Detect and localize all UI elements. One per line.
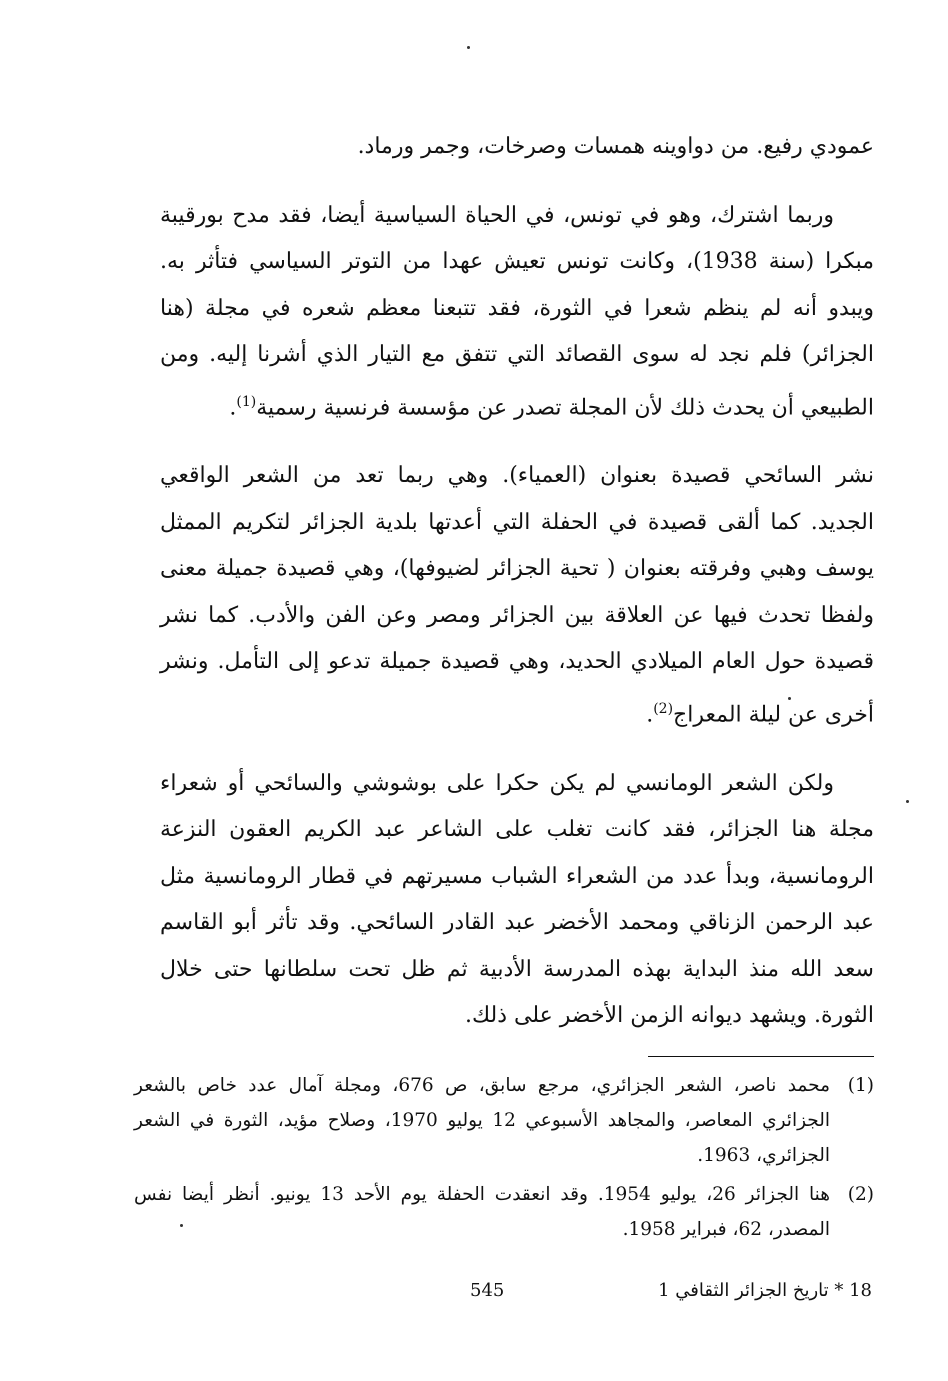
paragraph-1-text: وربما اشترك، وهو في تونس، في الحياة السياسية أيضا، فقد مدح بورقيبة مبكرا (سنة 1938)، وكانت تونس تعيش عهدا من التوتر السياسي فتأثر به. ويبدو أنه لم ينظم شعرا في الثورة، فقد تتبعنا معظم شعره في مجلة (هنا الجزائر) فلم نجد له سوى القصائد التي تتفق مع التيار الذي أشرنا إليه. ومن الطبيعي أن يحدث ذلك لأن المجلة تصدر عن مؤسسة فرنسية رسمية [160,202,874,420]
scan-speck [788,697,791,700]
footnote-2 [134,1177,874,1247]
scan-speck [467,46,470,49]
paragraph-2-end: . [646,702,654,728]
scan-speck [180,1224,183,1227]
page-number: 545 [470,1280,505,1301]
scan-speck [906,800,909,803]
paragraph-continuation: عمودي رفيع. من دواوينه همسات وصرخات، وجمر ورماد. [357,134,874,159]
footnote-1-number: (1) [847,1075,874,1096]
paragraph-2 [160,453,874,738]
page-footer [0,1280,948,1314]
footnote-1 [134,1068,874,1173]
footnote-2-text: هنا الجزائر 26، يوليو 1954. وقد انعقدت الحفلة يوم الأحد 13 يونيو. أنظر أيضا نفس المصدر، 62، فبراير 1958. [134,1184,831,1240]
running-title: 18 * تاريخ الجزائر الثقافي 1 [658,1280,872,1301]
footnote-separator [648,1056,874,1057]
paragraph-1 [160,193,874,432]
body-text [160,124,874,1040]
paragraph-3: ولكن الشعر الومانسي لم يكن حكرا على بوشوشي والسائحي أو شعراء مجلة هنا الجزائر، فقد كانت تغلب على الشاعر عبد الكريم العقون النزعة الرومانسية، وبدأ عدد من الشعراء الشباب مسيرتهم في قطار الرومانسية مثل عبد الرحمن الزناقي ومحمد الأخضر عبد القادر السائحي. وقد تأثر أبو القاسم سعد الله منذ البداية بهذه المدرسة الأدبية ثم ظل تحت سلطانها حتى خلال الثورة. ويشهد ديوانه الزمن الأخضر على ذلك. [160,770,874,1029]
paragraph-1-end: . [229,394,237,420]
footnote-2-number: (2) [847,1184,874,1205]
footnotes [134,1068,874,1251]
footnote-ref-2: (2) [653,700,674,717]
footnote-1-text: محمد ناصر، الشعر الجزائري، مرجع سابق، ص 676، ومجلة آمال عدد خاص بالشعر الجزائري المعاصر، والمجاهد الأسبوعي 12 يوليو 1970، وصلاح مؤيد، الثورة في الشعر الجزائري، 1963. [134,1075,831,1166]
footnote-ref-1: (1) [236,393,257,410]
paragraph-2-text: نشر السائحي قصيدة بعنوان (العمياء). وهي ربما تعد من الشعر الواقعي الجديد. كما ألقى قصيدة في الحفلة التي أعدتها بلدية الجزائر لتكريم الممثل يوسف وهبي وفرقته بعنوان ( تحية الجزائر لضيوفها)، وهي قصيدة جميلة معنى ولفظا تحدث فيها عن العلاقة بين الجزائر ومصر وعن الفن والأدب. كما نشر قصيدة حول العام الميلادي الحديد، وهي قصيدة جميلة تدعو إلى التأمل. ونشر أخرى عن ليلة المعراج [160,463,874,728]
